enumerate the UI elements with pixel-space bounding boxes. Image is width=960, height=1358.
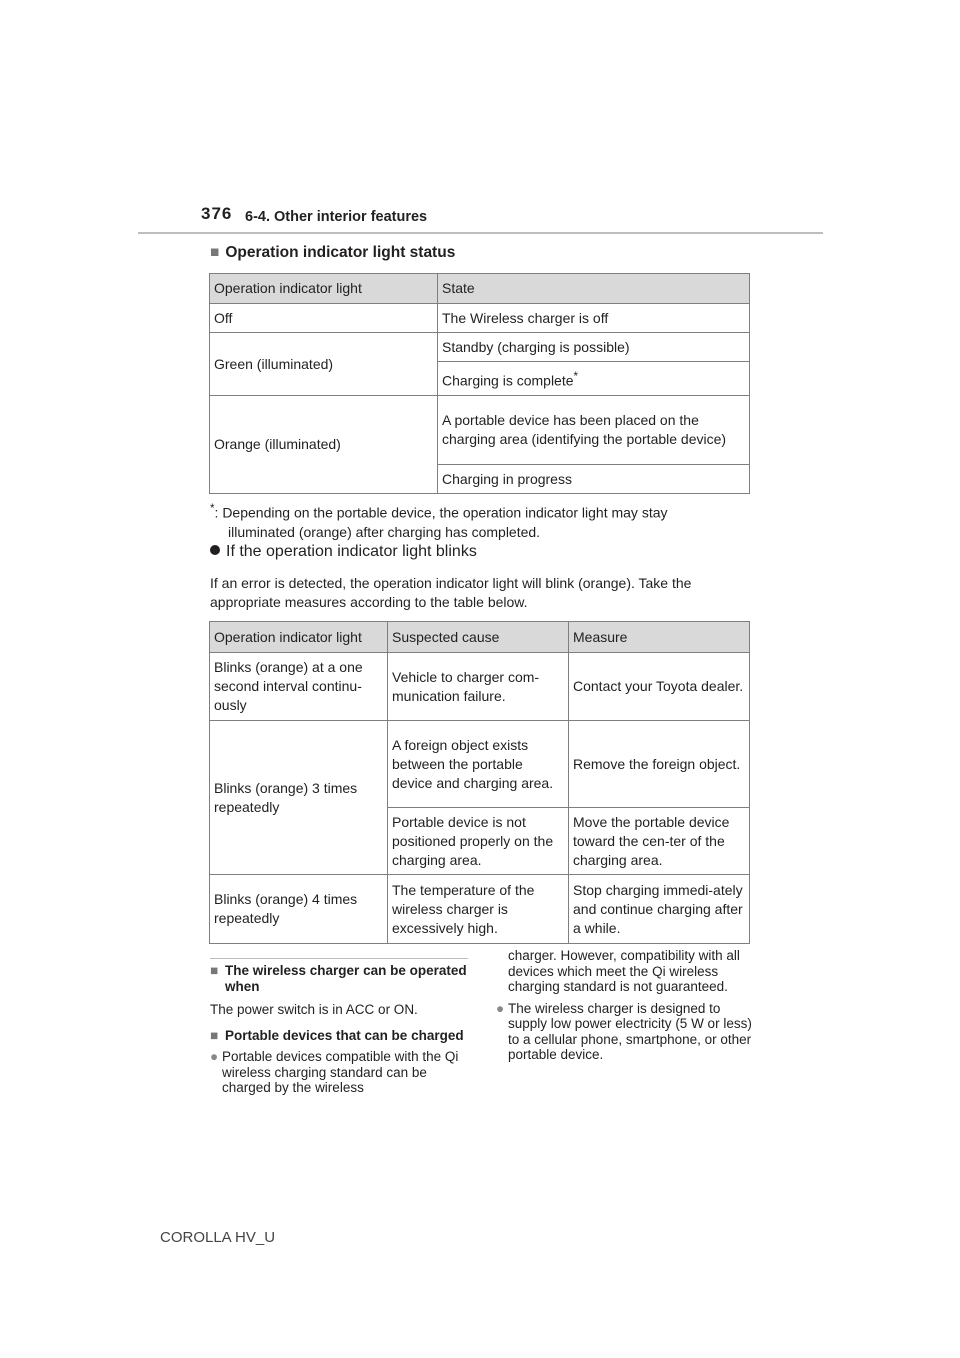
table-row bbox=[210, 333, 750, 362]
table-cell: Blinks (orange) 3 times repeatedly bbox=[210, 721, 388, 875]
table-cell: Blinks (orange) at a one second interval continu-ously bbox=[210, 653, 388, 721]
notes-left-column bbox=[210, 963, 472, 1096]
footnote-marker: * bbox=[210, 502, 215, 515]
note-text: The power switch is in ACC or ON. bbox=[210, 1002, 418, 1017]
footnote-text: illuminated (orange) after charging has completed. bbox=[228, 523, 541, 540]
table-cell: Charging in progress bbox=[438, 465, 750, 494]
square-bullet-icon: ■ bbox=[210, 1027, 219, 1043]
note-heading bbox=[210, 1028, 472, 1044]
intro-paragraph: If an error is detected, the operation indicator light will blink (orange). Take the appropriate measures according to the table below. bbox=[210, 575, 692, 610]
bullet-icon: ● bbox=[496, 1000, 505, 1016]
table-cell: Green (illuminated) bbox=[210, 333, 438, 396]
notes-right-column bbox=[496, 948, 754, 1063]
table-cell bbox=[438, 362, 750, 396]
table-cell: Portable device is not positioned properly on the charging area. bbox=[388, 808, 569, 875]
column-header: Operation indicator light bbox=[210, 622, 388, 653]
table-row bbox=[210, 304, 750, 333]
table-row bbox=[210, 875, 750, 944]
table-cell: Stop charging immedi-ately and continue charging after a while. bbox=[569, 875, 750, 944]
bullet-text-continued: charger. However, compatibility with all devices which meet the Qi wireless charging standard is not guaranteed. bbox=[508, 948, 740, 994]
blinks-subheading bbox=[210, 543, 477, 561]
heading-text: Operation indicator light status bbox=[225, 244, 456, 261]
table-header-row bbox=[210, 622, 750, 653]
cell-text: Charging is complete bbox=[442, 372, 574, 389]
bullet-text: The wireless charger is designed to supply low power electricity (5 W or less) to a cellular phone, smartphone, or other portable device. bbox=[508, 1000, 752, 1062]
table-cell: The Wireless charger is off bbox=[438, 304, 750, 333]
list-item bbox=[210, 1049, 472, 1096]
table-cell: Vehicle to charger com-munication failure. bbox=[388, 653, 569, 721]
page-number: 376 bbox=[201, 204, 233, 223]
table-cell: Blinks (orange) 4 times repeatedly bbox=[210, 875, 388, 944]
table-cell: Orange (illuminated) bbox=[210, 396, 438, 494]
table-row bbox=[210, 396, 750, 465]
section-title: 6-4. Other interior features bbox=[245, 209, 428, 225]
table-header-row bbox=[210, 274, 750, 304]
table-row bbox=[210, 721, 750, 808]
footnote-marker: * bbox=[573, 369, 579, 383]
bullet-text: Portable devices compatible with the Qi wireless charging standard can be charged by the wireless bbox=[222, 1049, 459, 1095]
footnote-text: : Depending on the portable device, the operation indicator light may stay bbox=[214, 504, 668, 521]
note-heading bbox=[210, 963, 472, 994]
square-bullet-icon: ■ bbox=[210, 963, 219, 978]
table-cell: Move the portable device toward the cen-ter of the charging area. bbox=[569, 808, 750, 875]
column-header: Operation indicator light bbox=[210, 274, 438, 304]
square-bullet-icon: ■ bbox=[210, 244, 220, 261]
note-heading-text: The wireless charger can be operated when bbox=[225, 963, 467, 994]
note-heading-text: Portable devices that can be charged bbox=[225, 1027, 464, 1043]
bullet-icon: ● bbox=[210, 1049, 219, 1064]
column-header: State bbox=[438, 274, 750, 304]
subheading-text: If the operation indicator light blinks bbox=[226, 543, 477, 560]
table-cell: The temperature of the wireless charger is excessively high. bbox=[388, 875, 569, 944]
table-cell: Contact your Toyota dealer. bbox=[569, 653, 750, 721]
indicator-status-table bbox=[209, 273, 750, 494]
footer-model-label: COROLLA HV_U bbox=[160, 1229, 276, 1246]
footnote bbox=[210, 499, 755, 542]
table-cell: Standby (charging is possible) bbox=[438, 333, 750, 362]
column-header: Measure bbox=[569, 622, 750, 653]
table-cell: Remove the foreign object. bbox=[569, 721, 750, 808]
header-divider bbox=[138, 232, 823, 234]
blink-measures-table bbox=[209, 621, 750, 944]
table-cell: A foreign object exists between the portable device and charging area. bbox=[388, 721, 569, 808]
list-item bbox=[496, 1001, 754, 1063]
table-cell: Off bbox=[210, 304, 438, 333]
notes-divider bbox=[210, 958, 468, 959]
column-header: Suspected cause bbox=[388, 622, 569, 653]
table-row bbox=[210, 653, 750, 721]
operation-status-heading bbox=[210, 244, 455, 262]
bullet-dot-icon bbox=[210, 545, 220, 555]
table-cell: A portable device has been placed on the charging area (identifying the portable device) bbox=[438, 396, 750, 465]
